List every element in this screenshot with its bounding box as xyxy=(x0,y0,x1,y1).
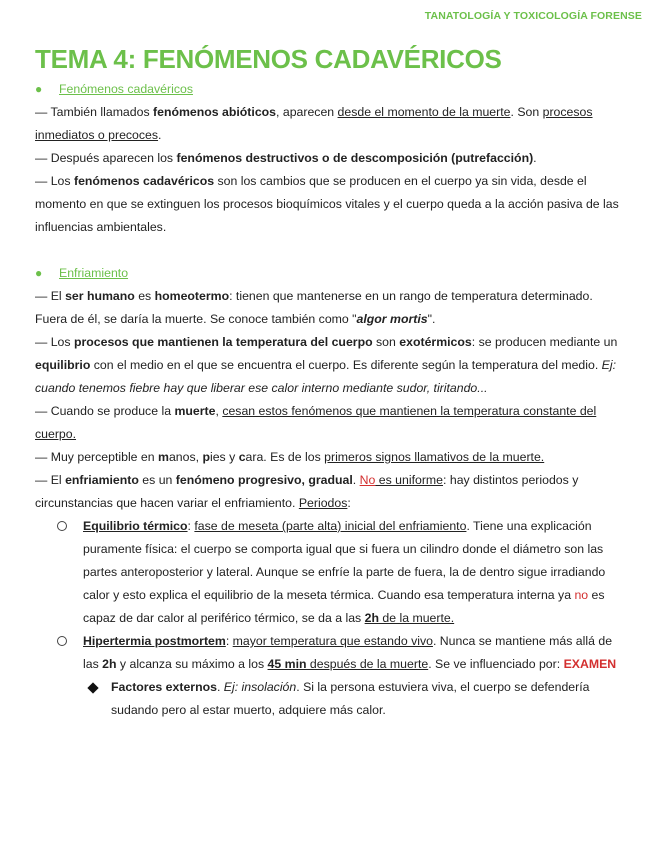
text: anos, xyxy=(168,450,203,464)
bold-text: muerte xyxy=(174,404,216,418)
bold-text: homeotermo xyxy=(154,289,230,303)
text: . xyxy=(533,151,537,165)
bold-underlined-text: 45 min xyxy=(267,657,307,671)
text: . Si la persona estuviera viva, el cuerpo se defendería sudando pero al estar muerto, adquiere más calor. xyxy=(111,680,590,717)
text: con el medio en el que se encuentra el cuerpo. Es diferente según la temperatura del medio. xyxy=(90,358,602,372)
text: — Los xyxy=(35,335,74,349)
bold-text: ser humano xyxy=(65,289,135,303)
bold-text: p xyxy=(202,450,210,464)
paragraph xyxy=(35,170,621,239)
section-label: Fenómenos cadavéricos xyxy=(59,82,193,96)
exam-tag: EXAMEN xyxy=(563,657,617,671)
text: — El xyxy=(35,473,66,487)
underlined-text: fase de meseta (parte alta) inicial del enfriamiento xyxy=(194,519,467,533)
bold-text: m xyxy=(158,450,169,464)
circle-bullet-icon xyxy=(57,521,67,531)
bold-text: 2h xyxy=(102,657,117,671)
paragraph xyxy=(35,400,621,446)
text: ies y xyxy=(209,450,239,464)
text: , xyxy=(215,404,223,418)
paragraph xyxy=(35,285,621,331)
underlined-text: es uniforme xyxy=(375,473,444,487)
list-item-hipertermia xyxy=(57,630,621,676)
text: , aparecen xyxy=(276,105,338,119)
underlined-text: desde el momento de la muerte xyxy=(337,105,511,119)
text: : xyxy=(347,496,351,510)
bold-text: fenómenos cadavéricos xyxy=(73,174,215,188)
text: . Tiene una explicación puramente física: el cuerpo se comporta igual que si fuera un cilindro donde el diámetro son las partes anteroposterior y lateral. Aunque se enfríe la parte de fuera, la de dentro sigue irradiando calor y esto explica el equilibrio de la meseta térmica. Cuando esa temperatura interna ya xyxy=(83,519,606,602)
page-title: TEMA 4: FENÓMENOS CADAVÉRICOS xyxy=(35,44,502,74)
text: es un xyxy=(138,473,176,487)
text: : xyxy=(225,634,233,648)
text: son los cambios que se producen en el cuerpo ya sin vida, desde el momento en que se extinguen los procesos bioquímicos vitales y el cuerpo queda a la acción pasiva de las influencias ambientales. xyxy=(35,174,619,234)
bold-text: c xyxy=(238,450,246,464)
bold-text: fenómenos destructivos o de descomposición (putrefacción) xyxy=(176,151,534,165)
text: — Muy perceptible en xyxy=(35,450,159,464)
text: — El xyxy=(35,289,66,303)
text: . Nunca se mantiene más allá de las xyxy=(83,634,613,671)
document-header: TANATOLOGÍA Y TOXICOLOGÍA FORENSE xyxy=(424,10,642,22)
section-heading-enfriamiento xyxy=(35,262,621,285)
paragraph xyxy=(35,331,621,400)
bold-text: fenómeno progresivo, gradual xyxy=(175,473,353,487)
text: — Después aparecen los xyxy=(35,151,177,165)
underlined-text: Periodos xyxy=(298,496,348,510)
text: es capaz de dar calor al periférico térmico, se da a las xyxy=(83,588,605,625)
paragraph xyxy=(35,446,621,469)
underlined-text: cesan estos fenómenos que mantienen la temperatura constante del cuerpo. xyxy=(35,404,597,441)
document-body xyxy=(35,78,621,722)
bold-underlined-text: 2h xyxy=(364,611,379,625)
text: . xyxy=(352,473,360,487)
section-heading-fenomenos xyxy=(35,78,621,101)
italic-text: Ej: cuando tenemos fiebre hay que liberar ese calor interno mediante sudor, tiritando... xyxy=(35,358,617,395)
underlined-text: mayor temperatura que estando vivo xyxy=(232,634,433,648)
text: . xyxy=(158,128,162,142)
bold-underlined-text: Hipertermia postmortem xyxy=(83,634,226,648)
diamond-bullet-icon xyxy=(87,682,98,693)
paragraph xyxy=(35,147,621,170)
bold-italic-text: algor mortis xyxy=(356,312,428,326)
underlined-text: primeros signos llamativos de la muerte. xyxy=(324,450,545,464)
text: . Son xyxy=(510,105,543,119)
bullet-icon: ● xyxy=(35,82,43,96)
bold-text: fenómenos abióticos xyxy=(153,105,277,119)
text: : xyxy=(187,519,195,533)
text: — Cuando se produce la xyxy=(35,404,175,418)
list-item-equilibrio xyxy=(57,515,621,630)
paragraph xyxy=(35,469,621,515)
text: ". xyxy=(427,312,436,326)
italic-text: Ej: insolación xyxy=(223,680,297,694)
text: — Los xyxy=(35,174,74,188)
red-text: no xyxy=(574,588,589,602)
list-item-factores-externos xyxy=(87,676,621,722)
bold-text: procesos que mantienen la temperatura del cuerpo xyxy=(73,335,373,349)
bullet-icon: ● xyxy=(35,266,43,280)
section-label: Enfriamiento xyxy=(59,266,129,280)
bold-text: exotérmicos xyxy=(399,335,472,349)
underlined-text: después de la muerte xyxy=(306,657,429,671)
text: es xyxy=(134,289,155,303)
bold-text: equilibrio xyxy=(35,358,91,372)
paragraph xyxy=(35,101,621,147)
text: : tienen que mantenerse en un rango de temperatura determinado. Fuera de él, se daría la muerte. Se conoce también como " xyxy=(35,289,593,326)
bold-text: enfriamiento xyxy=(65,473,139,487)
text: son xyxy=(372,335,400,349)
underlined-text: de la muerte. xyxy=(378,611,455,625)
circle-bullet-icon xyxy=(57,636,67,646)
text: ara. Es de los xyxy=(245,450,325,464)
red-underlined-text: No xyxy=(359,473,376,487)
text: . Se ve influenciado por: xyxy=(428,657,564,671)
bold-underlined-text: Equilibrio térmico xyxy=(83,519,188,533)
text: — También llamados xyxy=(35,105,154,119)
text: y alcanza su máximo a los xyxy=(116,657,268,671)
underlined-text: procesos inmediatos o precoces xyxy=(35,105,593,142)
text: : se producen mediante un xyxy=(471,335,618,349)
text: : hay distintos periodos y circunstancias que hacen variar el enfriamiento. xyxy=(35,473,579,510)
text: . xyxy=(216,680,224,694)
bold-text: Factores externos xyxy=(111,680,217,694)
